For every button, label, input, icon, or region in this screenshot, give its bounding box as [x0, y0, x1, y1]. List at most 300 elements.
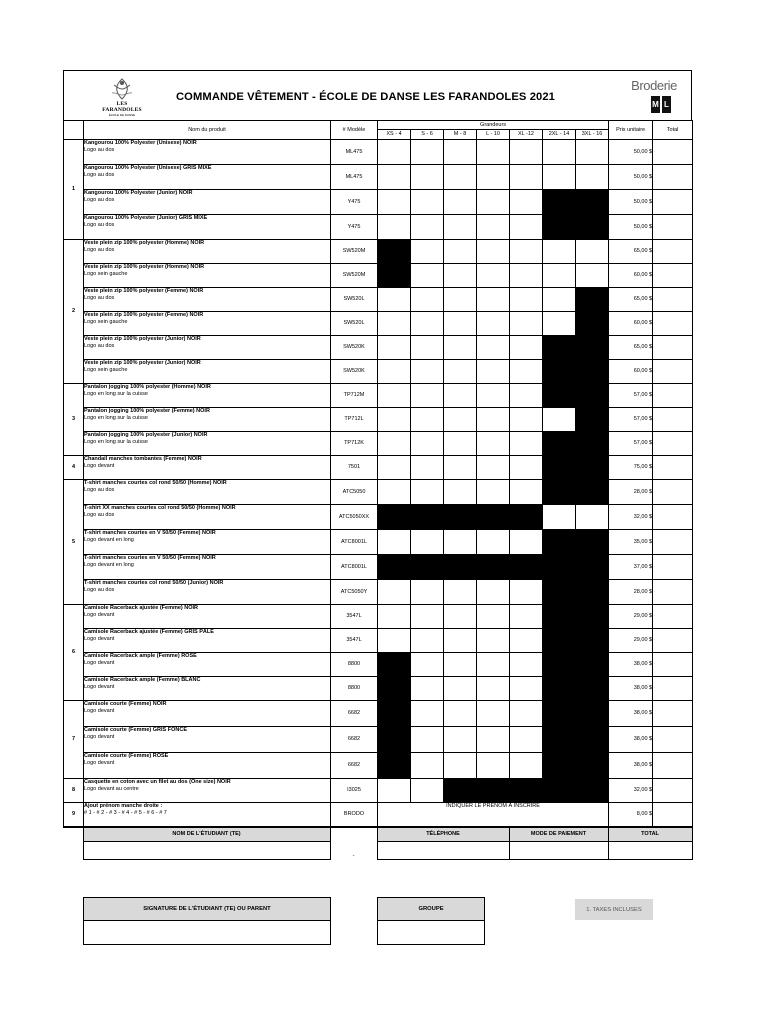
- size-qty-cell[interactable]: [477, 727, 510, 753]
- row-total-field[interactable]: [653, 312, 693, 336]
- size-unavailable-cell: [444, 555, 477, 580]
- unit-price: 50,00 $: [609, 165, 653, 190]
- size-qty-cell[interactable]: [411, 165, 444, 190]
- unit-price: 28,00 $: [609, 480, 653, 505]
- total-label: TOTAL: [608, 828, 692, 842]
- size-qty-cell[interactable]: [411, 432, 444, 456]
- size-unavailable-cell: [510, 505, 543, 530]
- size-qty-cell[interactable]: [411, 701, 444, 727]
- row-total-field[interactable]: [653, 779, 693, 803]
- size-qty-cell[interactable]: [510, 701, 543, 727]
- product-cell: [84, 264, 331, 288]
- product-description: Logo au dos: [84, 221, 115, 228]
- model-number: 3547L: [331, 605, 378, 629]
- size-qty-cell[interactable]: [477, 384, 510, 408]
- model-number: 8800: [331, 653, 378, 677]
- unit-price: 65,00 $: [609, 336, 653, 360]
- size-qty-cell[interactable]: [444, 605, 477, 629]
- size-qty-cell[interactable]: [477, 605, 510, 629]
- size-qty-cell[interactable]: [378, 580, 411, 605]
- size-qty-cell[interactable]: [510, 605, 543, 629]
- size-qty-cell[interactable]: [444, 140, 477, 165]
- model-number: Y475: [331, 215, 378, 240]
- product-cell: [84, 360, 331, 384]
- size-qty-cell[interactable]: [543, 264, 576, 288]
- size-qty-cell[interactable]: [411, 264, 444, 288]
- model-number: SW520M: [331, 240, 378, 264]
- size-qty-cell[interactable]: [444, 336, 477, 360]
- model-number: ML475: [331, 165, 378, 190]
- product-name: Kangourou 100% Polyester (Unisexe) NOIR: [84, 140, 197, 146]
- size-qty-cell[interactable]: [444, 580, 477, 605]
- row-total-field[interactable]: [653, 336, 693, 360]
- row-total-field[interactable]: [653, 360, 693, 384]
- size-qty-cell[interactable]: [411, 530, 444, 555]
- header-size-xl: XL -12: [510, 130, 543, 140]
- footer-input-row: [63, 842, 692, 860]
- order-form: [63, 70, 692, 860]
- size-qty-cell[interactable]: [543, 312, 576, 336]
- product-cell: [84, 140, 331, 165]
- size-qty-cell[interactable]: [444, 753, 477, 779]
- product-name: Pantalon jogging 100% polyester (Junior) NOIR: [84, 432, 208, 438]
- row-total-field[interactable]: [653, 555, 693, 580]
- size-qty-cell[interactable]: [378, 312, 411, 336]
- section-number: 8: [64, 779, 84, 803]
- product-name: Casquette en coton avec un filet au dos (One size) NOIR: [84, 779, 231, 785]
- product-name: Veste plein zip 100% polyester (Homme) NOIR: [84, 264, 205, 270]
- row-total-field[interactable]: [653, 629, 693, 653]
- size-unavailable-cell: [543, 779, 576, 803]
- size-qty-cell[interactable]: [510, 530, 543, 555]
- size-qty-cell[interactable]: [477, 432, 510, 456]
- row-total-field[interactable]: [653, 505, 693, 530]
- product-cell: [84, 165, 331, 190]
- product-name: Veste plein zip 100% polyester (Homme) NOIR: [84, 240, 205, 246]
- size-qty-cell[interactable]: [477, 165, 510, 190]
- size-qty-cell[interactable]: [378, 360, 411, 384]
- size-unavailable-cell: [378, 505, 411, 530]
- payment-label: MODE DE PAIEMENT: [509, 828, 608, 842]
- size-qty-cell[interactable]: [444, 456, 477, 480]
- size-qty-cell[interactable]: [510, 456, 543, 480]
- size-unavailable-cell: [477, 555, 510, 580]
- product-cell: [84, 701, 331, 727]
- row-total-field[interactable]: [653, 580, 693, 605]
- size-qty-cell[interactable]: [444, 240, 477, 264]
- row-total-field[interactable]: [653, 530, 693, 555]
- header-size-2xl: 2XL - 14: [543, 130, 576, 140]
- size-qty-cell[interactable]: [444, 288, 477, 312]
- product-name: Kangourou 100% Polyester (Unisexe) GRIS MIXE: [84, 165, 212, 171]
- model-number: SW520K: [331, 360, 378, 384]
- size-qty-cell[interactable]: [477, 215, 510, 240]
- size-qty-cell[interactable]: [411, 240, 444, 264]
- size-qty-cell[interactable]: [378, 165, 411, 190]
- product-cell: [84, 480, 331, 505]
- size-qty-cell[interactable]: [576, 165, 609, 190]
- product-cell: [84, 580, 331, 605]
- size-qty-cell[interactable]: [477, 140, 510, 165]
- size-qty-cell[interactable]: [477, 336, 510, 360]
- unit-price: 37,00 $: [609, 555, 653, 580]
- page-title: COMMANDE VÊTEMENT - ÉCOLE DE DANSE LES FARANDOLES 2021: [176, 91, 555, 103]
- size-qty-cell[interactable]: [411, 336, 444, 360]
- unit-price: 50,00 $: [609, 190, 653, 215]
- unit-price: 28,00 $: [609, 580, 653, 605]
- size-qty-cell[interactable]: [477, 480, 510, 505]
- model-number: 6682: [331, 701, 378, 727]
- size-qty-cell[interactable]: [444, 727, 477, 753]
- size-qty-cell[interactable]: [411, 360, 444, 384]
- size-qty-cell[interactable]: [378, 432, 411, 456]
- size-qty-cell[interactable]: [411, 288, 444, 312]
- size-qty-cell[interactable]: [510, 653, 543, 677]
- size-qty-cell[interactable]: [477, 360, 510, 384]
- row-total-field[interactable]: [653, 264, 693, 288]
- unit-price: 60,00 $: [609, 264, 653, 288]
- model-number: Y475: [331, 190, 378, 215]
- section-number: 4: [64, 456, 84, 480]
- row-total-field[interactable]: [653, 240, 693, 264]
- header-size-m: M - 8: [444, 130, 477, 140]
- unit-price: 38,00 $: [609, 701, 653, 727]
- size-qty-cell[interactable]: [444, 312, 477, 336]
- size-qty-cell[interactable]: [411, 140, 444, 165]
- header-blank: [64, 121, 84, 140]
- product-description: Logo au dos: [84, 246, 115, 253]
- size-qty-cell[interactable]: [510, 432, 543, 456]
- size-qty-cell[interactable]: [477, 456, 510, 480]
- size-qty-cell[interactable]: [378, 480, 411, 505]
- size-unavailable-cell: [510, 779, 543, 803]
- size-qty-cell[interactable]: [444, 530, 477, 555]
- unit-price: 65,00 $: [609, 288, 653, 312]
- size-qty-cell[interactable]: [510, 190, 543, 215]
- product-row: [64, 288, 693, 312]
- student-name-field[interactable]: [83, 842, 330, 860]
- total-field[interactable]: [608, 842, 692, 860]
- size-qty-cell[interactable]: [444, 432, 477, 456]
- product-description: Logo devant: [84, 635, 115, 642]
- size-qty-cell[interactable]: [411, 629, 444, 653]
- size-unavailable-cell: [576, 215, 609, 240]
- size-unavailable-cell: [411, 505, 444, 530]
- size-qty-cell[interactable]: [411, 677, 444, 701]
- size-qty-cell[interactable]: [543, 288, 576, 312]
- size-unavailable-cell: [378, 555, 411, 580]
- size-unavailable-cell: [543, 190, 576, 215]
- size-unavailable-cell: [543, 555, 576, 580]
- model-number: 3547L: [331, 629, 378, 653]
- row-total-field[interactable]: [653, 408, 693, 432]
- ml-badge: [651, 96, 671, 115]
- size-unavailable-cell: [576, 580, 609, 605]
- size-unavailable-cell: [543, 701, 576, 727]
- size-unavailable-cell: [543, 360, 576, 384]
- row-total-field[interactable]: [653, 456, 693, 480]
- size-unavailable-cell: [576, 555, 609, 580]
- row-total-field[interactable]: [653, 677, 693, 701]
- product-description: Logo au dos: [84, 342, 115, 349]
- size-unavailable-cell: [576, 336, 609, 360]
- size-qty-cell[interactable]: [411, 456, 444, 480]
- size-qty-cell[interactable]: [477, 312, 510, 336]
- product-row: [64, 555, 693, 580]
- size-qty-cell[interactable]: [378, 215, 411, 240]
- model-number: ATC8001L: [331, 555, 378, 580]
- product-name: Pantalon jogging 100% polyester (Homme) NOIR: [84, 384, 211, 390]
- product-description: Logo sein gauche: [84, 270, 128, 277]
- size-qty-cell[interactable]: [543, 165, 576, 190]
- product-description: Logo devant: [84, 733, 115, 740]
- size-qty-cell[interactable]: [576, 264, 609, 288]
- unit-price: 35,00 $: [609, 530, 653, 555]
- size-qty-cell[interactable]: [411, 408, 444, 432]
- size-qty-cell[interactable]: [378, 140, 411, 165]
- row-total-field[interactable]: [653, 432, 693, 456]
- size-qty-cell[interactable]: [378, 629, 411, 653]
- phone-field[interactable]: [377, 842, 509, 860]
- size-unavailable-cell: [543, 629, 576, 653]
- logo-left-text: LES FARANDOLES: [102, 101, 142, 113]
- header-size-s: S - 6: [411, 130, 444, 140]
- size-qty-cell[interactable]: [510, 240, 543, 264]
- size-unavailable-cell: [543, 580, 576, 605]
- size-qty-cell[interactable]: [411, 779, 444, 803]
- product-description: Logo devant: [84, 611, 115, 618]
- row-total-field[interactable]: [653, 384, 693, 408]
- size-unavailable-cell: [543, 753, 576, 779]
- row-total-field[interactable]: [653, 215, 693, 240]
- size-qty-cell[interactable]: [411, 312, 444, 336]
- unit-price: 60,00 $: [609, 312, 653, 336]
- size-qty-cell[interactable]: [411, 753, 444, 779]
- product-row: [64, 240, 693, 264]
- product-description: Logo devant: [84, 683, 115, 690]
- row-total-field[interactable]: [653, 190, 693, 215]
- size-unavailable-cell: [477, 779, 510, 803]
- size-qty-cell[interactable]: [444, 264, 477, 288]
- dash-text: -: [330, 842, 377, 860]
- model-number: I3025: [331, 779, 378, 803]
- size-qty-cell[interactable]: [444, 653, 477, 677]
- row-total-field[interactable]: [653, 165, 693, 190]
- size-qty-cell[interactable]: [444, 384, 477, 408]
- row-total-field[interactable]: [653, 701, 693, 727]
- model-number: SW520L: [331, 288, 378, 312]
- size-qty-cell[interactable]: [477, 240, 510, 264]
- size-unavailable-cell: [576, 190, 609, 215]
- size-qty-cell[interactable]: [378, 605, 411, 629]
- size-qty-cell[interactable]: [378, 408, 411, 432]
- product-name: Camisole courte (Femme) GRIS FONCÉ: [84, 727, 187, 733]
- product-row: [64, 753, 693, 779]
- product-name: T-shirt manches courtes en V 50/50 (Femme) NOIR: [84, 555, 216, 561]
- product-row: [64, 165, 693, 190]
- product-name: Kangourou 100% Polyester (Junior) GRIS MIXE: [84, 215, 208, 221]
- row-total-field[interactable]: [653, 605, 693, 629]
- row-total-field[interactable]: [653, 753, 693, 779]
- size-qty-cell[interactable]: [543, 408, 576, 432]
- size-qty-cell[interactable]: [411, 653, 444, 677]
- size-unavailable-cell: [576, 456, 609, 480]
- section-number: 2: [64, 240, 84, 384]
- size-qty-cell[interactable]: [378, 456, 411, 480]
- size-unavailable-cell: [576, 701, 609, 727]
- size-qty-cell[interactable]: [477, 677, 510, 701]
- size-qty-cell[interactable]: [510, 629, 543, 653]
- model-number: BRODO: [331, 803, 378, 827]
- product-row: [64, 360, 693, 384]
- size-qty-cell[interactable]: [510, 215, 543, 240]
- size-qty-cell[interactable]: [378, 190, 411, 215]
- unit-price: 38,00 $: [609, 727, 653, 753]
- name-to-inscribe-field[interactable]: INDIQUER LE PRÉNOM À INSCRIRE: [378, 803, 609, 827]
- product-cell: [84, 779, 331, 803]
- product-name: Chandail manches tombantes (Femme) NOIR: [84, 456, 202, 462]
- size-qty-cell[interactable]: [477, 580, 510, 605]
- product-name: T-shirt manches courtes en V 50/50 (Femme) NOIR: [84, 530, 216, 536]
- model-number: ATC8001L: [331, 530, 378, 555]
- model-number: ATC5050: [331, 480, 378, 505]
- size-qty-cell[interactable]: [510, 360, 543, 384]
- size-unavailable-cell: [543, 530, 576, 555]
- size-qty-cell[interactable]: [411, 580, 444, 605]
- model-number: ML475: [331, 140, 378, 165]
- size-qty-cell[interactable]: [510, 677, 543, 701]
- size-qty-cell[interactable]: [477, 530, 510, 555]
- unit-price: 50,00 $: [609, 140, 653, 165]
- size-qty-cell[interactable]: [411, 480, 444, 505]
- product-description: Logo au dos: [84, 486, 115, 493]
- size-qty-cell[interactable]: [510, 312, 543, 336]
- row-total-field[interactable]: [653, 480, 693, 505]
- size-qty-cell[interactable]: [510, 140, 543, 165]
- payment-field[interactable]: [509, 842, 608, 860]
- size-qty-cell[interactable]: [444, 165, 477, 190]
- size-unavailable-cell: [543, 677, 576, 701]
- size-qty-cell[interactable]: [510, 480, 543, 505]
- row-total-field[interactable]: [653, 288, 693, 312]
- size-unavailable-cell: [543, 432, 576, 456]
- product-row: [64, 264, 693, 288]
- size-qty-cell[interactable]: [477, 629, 510, 653]
- size-qty-cell[interactable]: [510, 753, 543, 779]
- product-description: Logo au dos: [84, 294, 115, 301]
- size-qty-cell[interactable]: [411, 605, 444, 629]
- size-qty-cell[interactable]: [477, 653, 510, 677]
- size-qty-cell[interactable]: [576, 240, 609, 264]
- size-unavailable-cell: [477, 505, 510, 530]
- size-qty-cell[interactable]: [411, 215, 444, 240]
- header-size-l: L - 10: [477, 130, 510, 140]
- row-total-field[interactable]: [653, 727, 693, 753]
- size-qty-cell[interactable]: [510, 580, 543, 605]
- product-cell: [84, 312, 331, 336]
- farandoles-logo: [99, 77, 145, 117]
- size-qty-cell[interactable]: [543, 505, 576, 530]
- size-qty-cell[interactable]: [510, 727, 543, 753]
- size-qty-cell[interactable]: [477, 408, 510, 432]
- product-description: Logo devant: [84, 659, 115, 666]
- row-total-field[interactable]: [653, 653, 693, 677]
- header-product: Nom du produit: [84, 121, 331, 140]
- product-name: Camisole courte (Femme) ROSE: [84, 753, 169, 759]
- size-qty-cell[interactable]: [411, 190, 444, 215]
- size-qty-cell[interactable]: [378, 779, 411, 803]
- unit-price: 29,00 $: [609, 629, 653, 653]
- size-qty-cell[interactable]: [576, 505, 609, 530]
- product-description: Logo au dos: [84, 196, 115, 203]
- size-qty-cell[interactable]: [378, 288, 411, 312]
- row-total-field[interactable]: [653, 140, 693, 165]
- section-number: 3: [64, 384, 84, 456]
- section-number: 7: [64, 701, 84, 779]
- product-name: T-shirt manches courtes col rond 50/50 (Junior) NOIR: [84, 580, 224, 586]
- size-qty-cell[interactable]: [411, 727, 444, 753]
- model-number: TP712K: [331, 432, 378, 456]
- size-qty-cell[interactable]: [444, 408, 477, 432]
- size-qty-cell[interactable]: [477, 288, 510, 312]
- product-cell: [84, 215, 331, 240]
- size-qty-cell[interactable]: [444, 701, 477, 727]
- size-qty-cell[interactable]: [477, 753, 510, 779]
- phone-label: TÉLÉPHONE: [377, 828, 509, 842]
- unit-price: 32,00 $: [609, 505, 653, 530]
- size-qty-cell[interactable]: [510, 408, 543, 432]
- product-description: # 1 - # 2 - # 3 - # 4 - # 5 - # 6 - # 7: [84, 809, 167, 816]
- product-cell: [84, 190, 331, 215]
- header-size-xs: XS - 4: [378, 130, 411, 140]
- size-unavailable-cell: [378, 727, 411, 753]
- model-number: 6682: [331, 753, 378, 779]
- size-qty-cell[interactable]: [510, 288, 543, 312]
- size-qty-cell[interactable]: [510, 264, 543, 288]
- size-qty-cell[interactable]: [444, 629, 477, 653]
- product-name: Camisole Racerback ajustée (Femme) NOIR: [84, 605, 199, 611]
- row-total-field[interactable]: [653, 803, 693, 827]
- signature-field[interactable]: [84, 921, 330, 943]
- size-qty-cell[interactable]: [444, 360, 477, 384]
- size-qty-cell[interactable]: [477, 190, 510, 215]
- size-qty-cell[interactable]: [477, 701, 510, 727]
- order-table: [63, 120, 693, 827]
- group-field[interactable]: [378, 921, 484, 943]
- size-qty-cell[interactable]: [543, 240, 576, 264]
- product-cell: [84, 336, 331, 360]
- size-qty-cell[interactable]: [477, 264, 510, 288]
- section-number: 5: [64, 480, 84, 605]
- size-qty-cell[interactable]: [510, 165, 543, 190]
- size-qty-cell[interactable]: [444, 677, 477, 701]
- size-qty-cell[interactable]: [576, 140, 609, 165]
- size-unavailable-cell: [543, 727, 576, 753]
- size-qty-cell[interactable]: [378, 530, 411, 555]
- size-qty-cell[interactable]: [444, 215, 477, 240]
- size-qty-cell[interactable]: [543, 140, 576, 165]
- size-qty-cell[interactable]: [378, 336, 411, 360]
- product-name: Camisole courte (Femme) NOIR: [84, 701, 167, 707]
- size-qty-cell[interactable]: [444, 480, 477, 505]
- size-qty-cell[interactable]: [510, 336, 543, 360]
- size-qty-cell[interactable]: [411, 384, 444, 408]
- size-qty-cell[interactable]: [444, 190, 477, 215]
- size-qty-cell[interactable]: [510, 384, 543, 408]
- product-cell: [84, 408, 331, 432]
- size-unavailable-cell: [576, 312, 609, 336]
- size-qty-cell[interactable]: [378, 384, 411, 408]
